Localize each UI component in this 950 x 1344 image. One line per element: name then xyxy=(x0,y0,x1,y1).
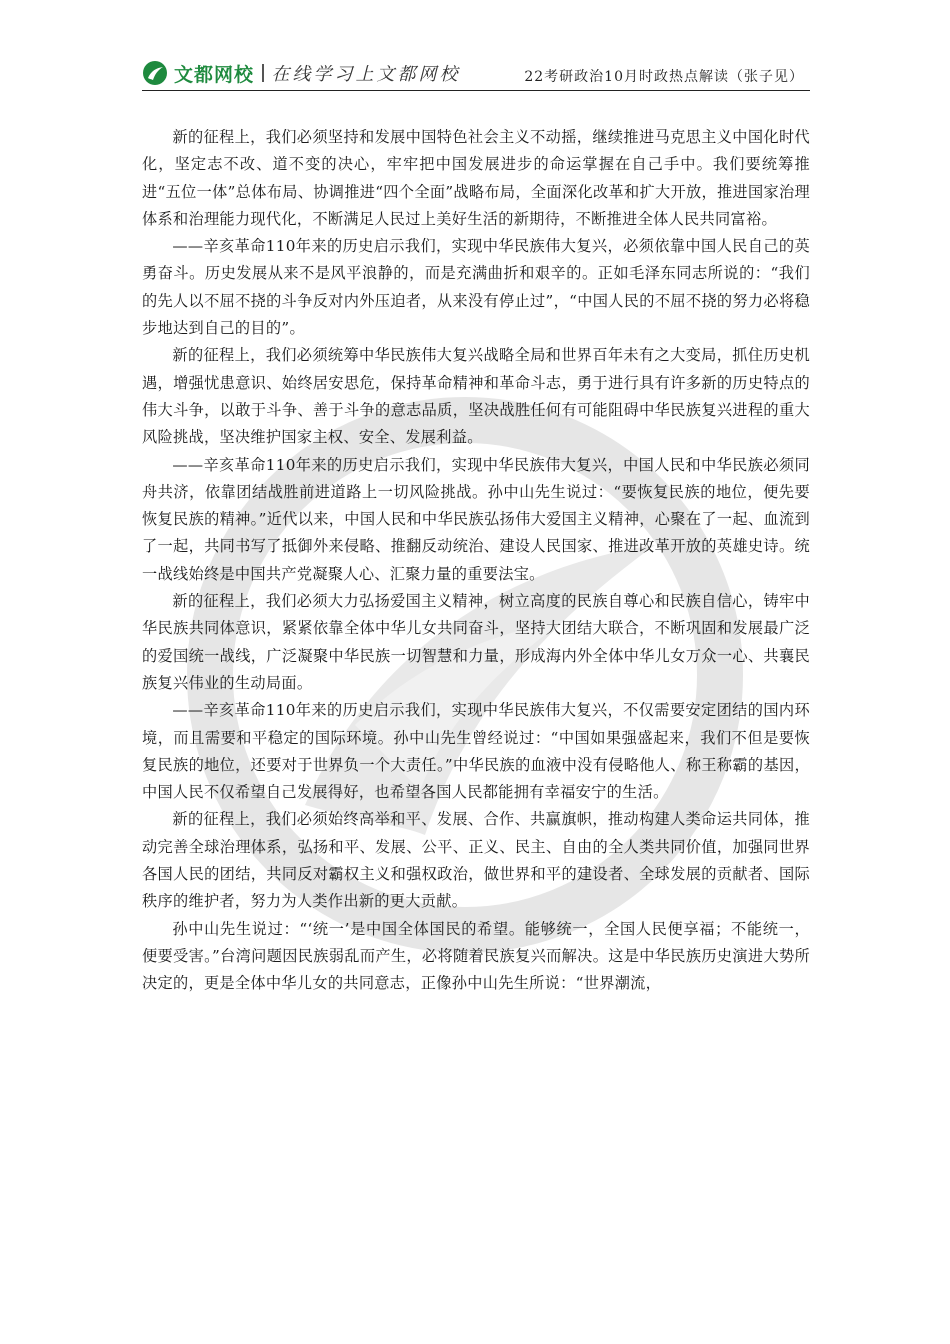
logo-divider xyxy=(262,64,264,82)
brand-name: 文都网校 xyxy=(174,63,255,86)
paragraph: ——辛亥革命110年来的历史启示我们，实现中华民族伟大复兴，不仅需要安定团结的国内环境，而且需要和平稳定的国际环境。孙中山先生曾经说过：“中国如果强盛起来，我们不但是要恢复民族的地位，还要对于世界负一个大责任。”中华民族的血液中没有侵略他人、称王称霸的基因，中国人民不仅希望自己发展得好，也希望各国人民都能拥有幸福安宁的生活。 xyxy=(142,701,810,802)
wendu-leaf-logo-icon xyxy=(142,60,168,86)
article-body xyxy=(142,124,810,998)
paragraph: 新的征程上，我们必须始终高举和平、发展、合作、共赢旗帜，推动构建人类命运共同体，推动完善全球治理体系，弘扬和平、发展、公平、正义、民主、自由的全人类共同价值，加强同世界各国人民的团结，共同反对霸权主义和强权政治，做世界和平的建设者、全球发展的贡献者、国际秩序的维护者，努力为人类作出新的更大贡献。 xyxy=(142,810,810,911)
paragraph: 新的征程上，我们必须坚持和发展中国特色社会主义不动摇，继续推进马克思主义中国化时代化，坚定志不改、道不变的决心，牢牢把中国发展进步的命运掌握在自己手中。我们要统筹推进“五位一体”总体布局、协调推进“四个全面”战略布局，全面深化改革和扩大开放，推进国家治理体系和治理能力现代化，不断满足人民过上美好生活的新期待，不断推进全体人民共同富裕。 xyxy=(142,128,810,228)
paragraph: ——辛亥革命110年来的历史启示我们，实现中华民族伟大复兴，中国人民和中华民族必须同舟共济，依靠团结战胜前进道路上一切风险挑战。孙中山先生说过：“要恢复民族的地位，便先要恢复民族的精神。”近代以来，中国人民和中华民族弘扬伟大爱国主义精神，心聚在了一起、血流到了一起，共同书写了抵御外来侵略、推翻反动统治、建设人民国家、推进改革开放的英雄史诗。统一战线始终是中国共产党凝聚人心、汇聚力量的重要法宝。 xyxy=(142,455,810,583)
document-title: 22考研政治10月时政热点解读（张子见） xyxy=(524,69,804,85)
page-header xyxy=(142,56,810,91)
brand-logo xyxy=(142,58,461,88)
paragraph: 孙中山先生说过：“‘统一’是中国全体国民的希望。能够统一，全国人民便享福；不能统一，便要受害。”台湾问题因民族弱乱而产生，必将随着民族复兴而解决。这是中华民族历史演进大势所决定的，更是全体中华儿女的共同意志，正像孙中山先生所说：“世界潮流， xyxy=(142,919,810,993)
brand-slogan: 在线学习上文都网校 xyxy=(271,64,461,85)
paragraph: ——辛亥革命110年来的历史启示我们，实现中华民族伟大复兴，必须依靠中国人民自己的英勇奋斗。历史发展从来不是风平浪静的，而是充满曲折和艰辛的。正如毛泽东同志所说的：“我们的先人以不屈不挠的斗争反对内外压迫者，从来没有停止过”，“中国人民的不屈不挠的努力必将稳步地达到自己的目的”。 xyxy=(142,237,810,338)
paragraph: 新的征程上，我们必须大力弘扬爱国主义精神，树立高度的民族自尊心和民族自信心，铸牢中华民族共同体意识，紧紧依靠全体中华儿女共同奋斗，坚持大团结大联合，不断巩固和发展最广泛的爱国统一战线，广泛凝聚中华民族一切智慧和力量，形成海内外全体中华儿女万众一心、共襄民族复兴伟业的生动局面。 xyxy=(142,592,810,692)
paragraph: 新的征程上，我们必须统筹中华民族伟大复兴战略全局和世界百年未有之大变局，抓住历史机遇，增强忧患意识、始终居安思危，保持革命精神和革命斗志，勇于进行具有许多新的历史特点的伟大斗争，以敢于斗争、善于斗争的意志品质，坚决战胜任何有可能阻碍中华民族复兴进程的重大风险挑战，坚决维护国家主权、安全、发展利益。 xyxy=(142,346,810,447)
